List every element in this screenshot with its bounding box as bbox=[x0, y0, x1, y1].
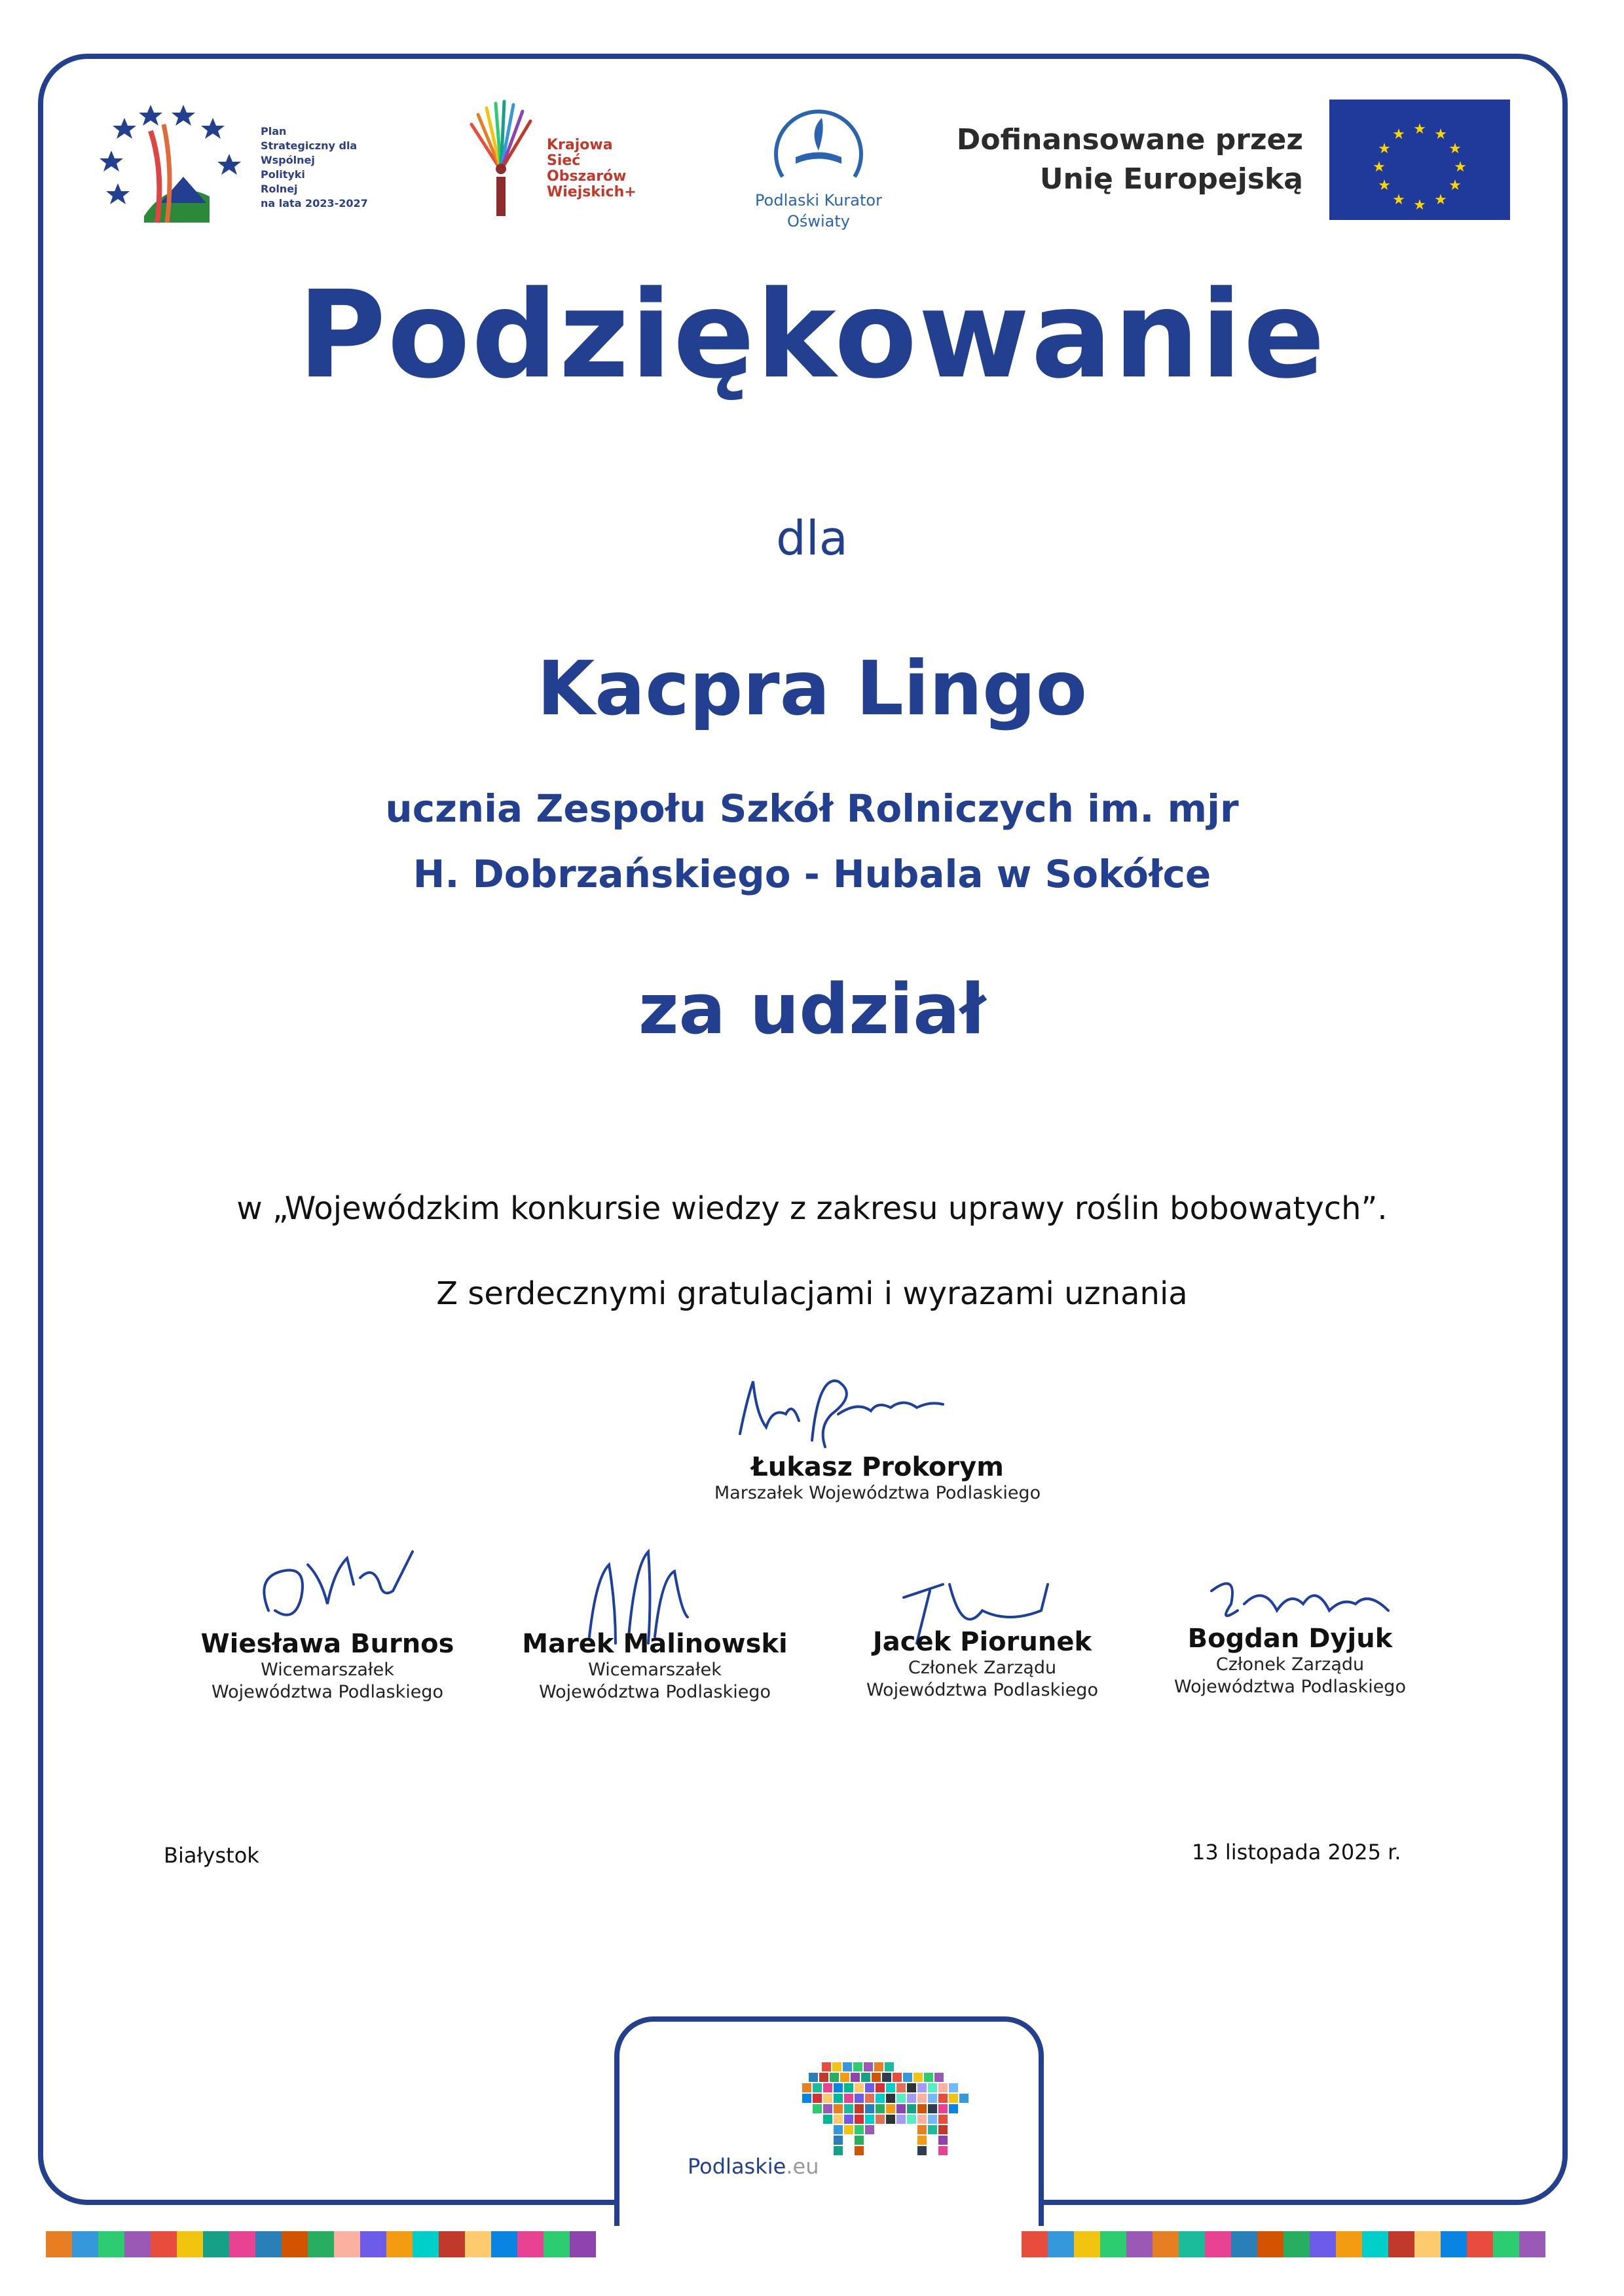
school-line: H. Dobrzańskiego - Hubala w Sokółce bbox=[413, 852, 1211, 896]
signatory-name: Wiesława Burnos bbox=[200, 1629, 454, 1659]
signature-prokorym bbox=[727, 1362, 963, 1460]
signatory-dyjuk bbox=[1139, 1624, 1441, 1698]
psp-line: Rolnej bbox=[261, 183, 298, 195]
signatory-role: Członek Zarządu bbox=[908, 1658, 1057, 1678]
psp-emblem-icon bbox=[98, 92, 249, 242]
kurator-logo bbox=[740, 92, 897, 242]
signatory-role: Województwa Podlaskiego bbox=[539, 1682, 771, 1702]
signatory-piorunek bbox=[832, 1627, 1133, 1702]
kurator-line: Podlaski Kurator bbox=[755, 191, 882, 210]
main-signatory bbox=[616, 1452, 1139, 1504]
signatory-role: Marszałek Województwa Podlaskiego bbox=[714, 1483, 1041, 1503]
eu-line1: Dofinansowane przez bbox=[956, 123, 1303, 156]
eu-flag-icon bbox=[1329, 100, 1510, 220]
psp-line: Plan bbox=[261, 125, 287, 137]
signatory-role: Województwa Podlaskiego bbox=[1174, 1677, 1406, 1697]
svg-text:★: ★ bbox=[1378, 141, 1391, 157]
school-info bbox=[0, 776, 1624, 907]
certificate-title: Podziękowanie bbox=[297, 265, 1327, 405]
psp-logo bbox=[98, 92, 386, 242]
svg-text:★: ★ bbox=[1454, 159, 1467, 175]
signatory-name: Bogdan Dyjuk bbox=[1187, 1624, 1393, 1654]
eu-line2: Unię Europejską bbox=[1039, 162, 1303, 196]
svg-text:★: ★ bbox=[1434, 126, 1447, 143]
eu-funding-text bbox=[904, 120, 1303, 199]
ksow-emblem-icon bbox=[465, 98, 537, 223]
svg-text:★: ★ bbox=[1434, 192, 1447, 208]
svg-text:★: ★ bbox=[1413, 121, 1426, 137]
svg-text:★: ★ bbox=[1392, 126, 1405, 143]
ksow-logo bbox=[465, 98, 681, 229]
podlaskie-suffix: .eu bbox=[786, 2154, 819, 2179]
recipient-name: Kacpra Lingo bbox=[536, 645, 1088, 732]
for-label: dla bbox=[776, 511, 848, 566]
kurator-emblem-icon bbox=[763, 92, 874, 196]
signatory-name: Jacek Piorunek bbox=[872, 1627, 1092, 1657]
signatory-role: Wicemarszałek bbox=[261, 1660, 394, 1680]
ksow-line: Obszarów bbox=[547, 168, 627, 185]
svg-text:★: ★ bbox=[1378, 177, 1391, 194]
podlaskie-brand: Podlaskie bbox=[688, 2154, 786, 2179]
svg-text:★: ★ bbox=[1392, 192, 1405, 208]
podlaskie-logo bbox=[678, 2049, 979, 2187]
kurator-line: Oświaty bbox=[786, 212, 850, 230]
ksow-line: Krajowa bbox=[547, 137, 613, 153]
psp-line: Polityki bbox=[261, 168, 305, 181]
psp-line: Wspólnej bbox=[261, 154, 315, 166]
congrats-text: Z serdecznymi gratulacjami i wyrazami uznania bbox=[436, 1275, 1188, 1312]
bison-icon bbox=[796, 2049, 979, 2180]
psp-line: Strategiczny dla bbox=[261, 139, 358, 152]
svg-text:★: ★ bbox=[1449, 141, 1462, 157]
contest-text: w „Wojewódzkim konkursie wiedzy z zakresu uprawy roślin bobowatych”. bbox=[236, 1190, 1388, 1227]
signatory-role: Wicemarszałek bbox=[588, 1660, 722, 1680]
svg-text:★: ★ bbox=[1449, 177, 1462, 194]
signatory-malinowski bbox=[504, 1629, 805, 1704]
psp-line: na lata 2023-2027 bbox=[261, 197, 368, 210]
ksow-line: Wiejskich+ bbox=[547, 184, 637, 200]
svg-text:★: ★ bbox=[1413, 197, 1426, 213]
signatory-name: Marek Malinowski bbox=[522, 1629, 788, 1659]
school-line: ucznia Zespołu Szkół Rolniczych im. mjr bbox=[385, 786, 1239, 831]
date-label: 13 listopada 2025 r. bbox=[1192, 1840, 1401, 1865]
signatory-role: Członek Zarządu bbox=[1215, 1654, 1365, 1675]
signatory-burnos bbox=[177, 1629, 478, 1704]
ksow-line: Sieć bbox=[547, 153, 581, 169]
place-label: Białystok bbox=[164, 1843, 259, 1868]
signatory-name: Łukasz Prokorym bbox=[751, 1452, 1004, 1482]
signature-burnos bbox=[242, 1539, 439, 1630]
participation-label: za udział bbox=[638, 969, 986, 1049]
svg-text:★: ★ bbox=[1373, 159, 1386, 175]
signatory-role: Województwa Podlaskiego bbox=[866, 1680, 1098, 1700]
signatory-role: Województwa Podlaskiego bbox=[212, 1682, 443, 1702]
